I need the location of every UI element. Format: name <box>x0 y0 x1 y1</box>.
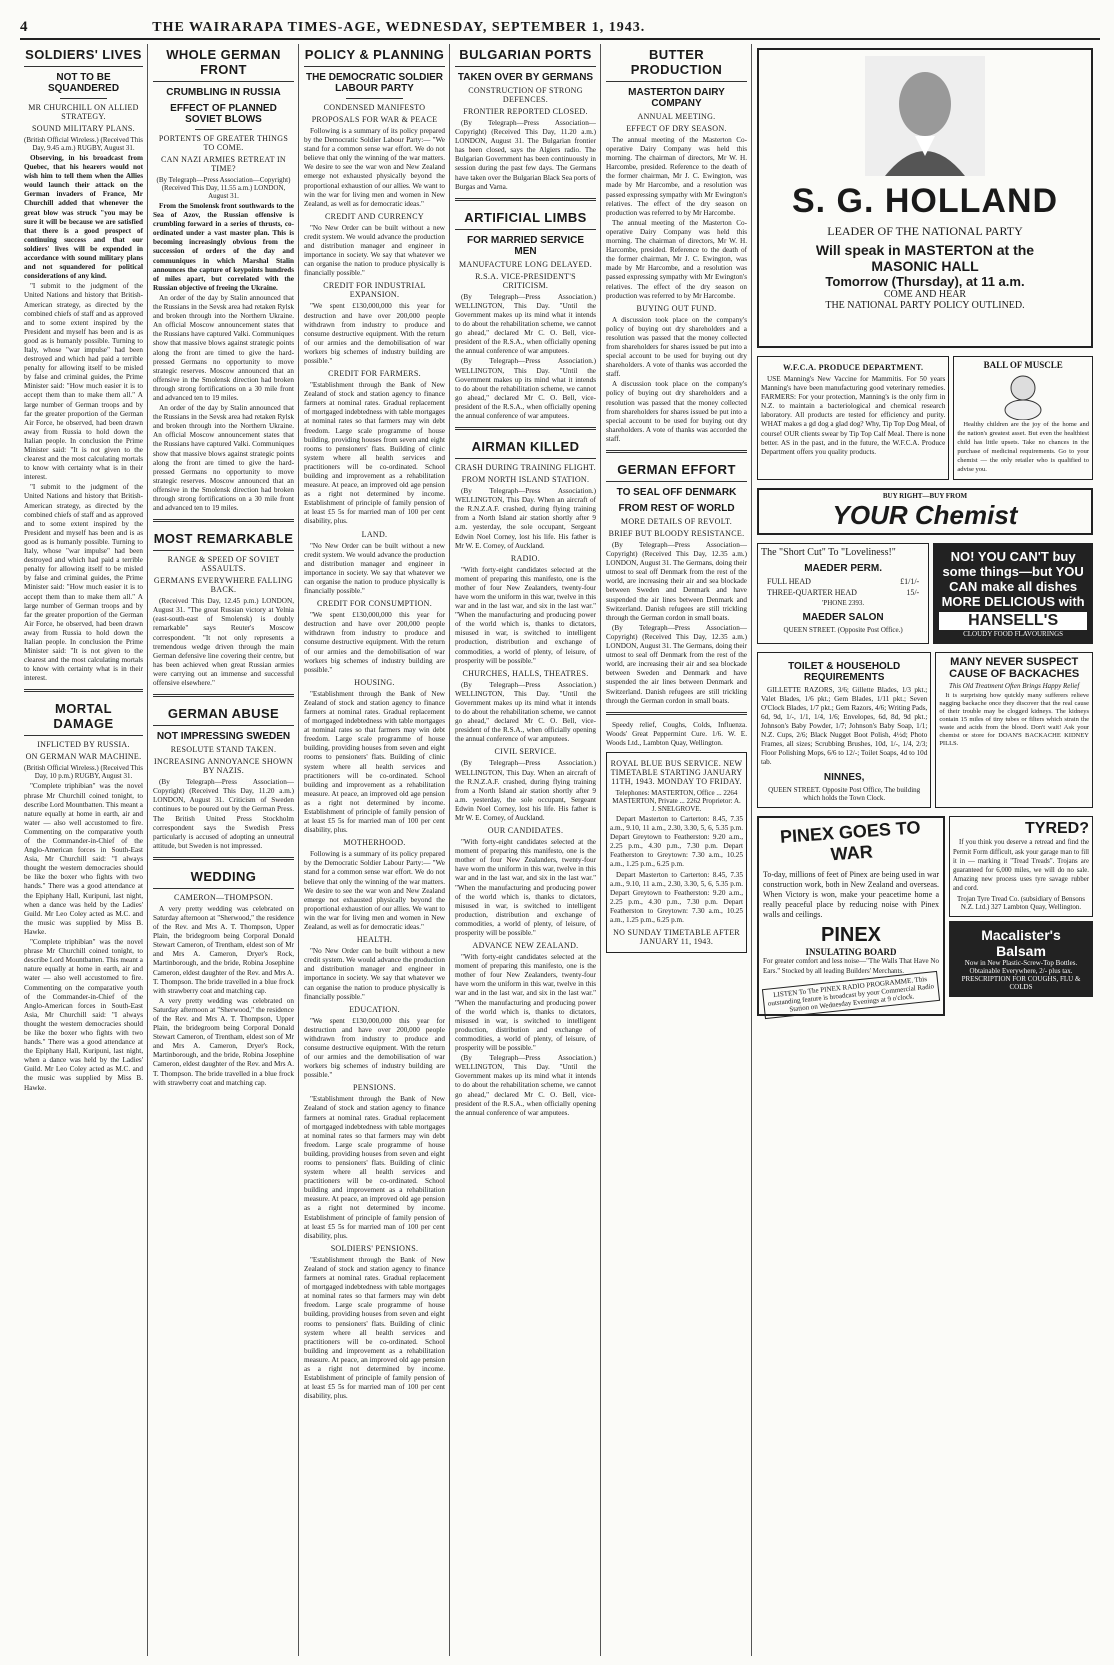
bus-times: Depart Masterton to Carterton: 8.45, 7.35 a.m., 9.10, 11 a.m., 2.30, 3.30, 5, 6, 5.35 p.m. Depart Greytown to Featherston: 9.20 a.m., 2.25 p.m., 4.30 p.m., 7.30 p.m. Depart Featherston to Greytown: 7.30 a.m., 10.25 a.m., 1.25 p.m., 6.25 p.m. <box>610 870 743 924</box>
divider <box>606 712 747 715</box>
bus-timetable-ad <box>606 752 747 953</box>
chemist-logo-ad <box>757 488 1093 535</box>
holland-ad <box>757 48 1093 348</box>
subhead: TO SEAL OFF DENMARK <box>616 487 737 498</box>
maeder-full-price: £1/1/- <box>900 576 920 586</box>
maeder-full: FULL HEAD <box>767 576 811 586</box>
headline-german-effort: GERMAN EFFORT <box>606 459 747 482</box>
headline-policy-planning: POLICY & PLANNING <box>304 44 445 67</box>
deck: CAN NAZI ARMIES RETREAT IN TIME? <box>161 155 286 173</box>
maeder-addr: QUEEN STREET. (Opposite Post Office.) <box>783 625 903 634</box>
article-body: "With forty-eight candidates selected at the moment of preparing this manifesto, one is the mother of four New Zealanders, twenty-four have worn the uniform in this war, twelve in this war and in the last war, and six in the last war." "When the manufacturing and producing power of the world which is, thanks to dictators, misused in war, is switched to intelligent production, distribution and exchange of commodities, a world of plenty, of leisure, of prosperity will be possible." <box>455 953 596 1053</box>
deck: GERMANS EVERYWHERE FALLING BACK. <box>153 576 294 595</box>
tyre-balsam-col <box>949 812 1093 1019</box>
tyred-body: If you think you deserve a retread and find the Permit Form difficult, ask your garage man to fill it in — marking it "Tread Treads". Trojans are guaranteed for 6,000 miles, we will do no sale. Amazing new process uses tyre savage rubber and cord. <box>953 839 1089 892</box>
deck: RANGE & SPEED OF SOVIET ASSAULTS. <box>167 555 280 574</box>
bus-footer: NO SUNDAY TIMETABLE AFTER JANUARY 11, 1943. <box>613 928 740 947</box>
hansells-brand: HANSELL'S <box>939 612 1087 630</box>
subhead: NOT TO BE SQUANDERED <box>47 72 120 94</box>
section-heading: HEALTH. <box>356 935 393 945</box>
holland-policy: THE NATIONAL PARTY POLICY OUTLINED. <box>825 300 1025 311</box>
article-body: "We spent £130,000,000 this year for destruction and have over 200,000 people withdrawn from industry to produce and consume destructive equipment. With the return of our armies and the demobilisation of war workers big schemes of industry building are possible." <box>304 1016 445 1080</box>
ninnes-addr: QUEEN STREET. Opposite Post Office, The building which holds the Town Clock. <box>768 786 921 803</box>
article-body: Following is a summary of its policy prepared by the Democratic Soldier Labour Party:— "We stand for a common sense war effort. We do not believe that only the winning of the war matters. We desire to see the war won and New Zealand emerge not exhausted physically beyond the proportional exhaustion of our allies. We want to win the war for living men and women in New Zealand, as well as for democratic ideas." <box>304 127 445 208</box>
article-body: "We spent £130,000,000 this year for destruction and have over 200,000 people withdrawn from industry to produce and consume destructive equipment. With the return of our armies and the demobilisation of war workers big schemes of industry building are possible." <box>304 302 445 365</box>
dateline: (British Official Wireless.) (Received This Day, 10 p.m.) RUGBY, August 31. <box>24 764 143 781</box>
section-heading: SOLDIERS' PENSIONS. <box>330 1243 419 1253</box>
subhead: NOT IMPRESSING SWEDEN <box>156 731 291 743</box>
divider <box>455 427 596 430</box>
divider <box>60 98 108 99</box>
holland-subtitle: LEADER OF THE NATIONAL PARTY <box>827 224 1023 238</box>
dateline: (British Official Wireless.) (Received This Day, 9.45 a.m.) RUGBY, August 31. <box>24 136 143 152</box>
bus-times: Depart Masterton to Carterton: 8.45, 7.35 a.m., 9.10, 11 a.m., 2.30, 3.30, 5, 6, 5.35 p.m. Depart Greytown to Featherston: 9.20 a.m., 2.25 p.m., 4.30 p.m., 7.30 p.m. Depart Featherston to Greytown: 7.30 a.m., 10.25 a.m., 1.25 p.m., 6.25 p.m. <box>610 814 743 869</box>
section-heading: CREDIT AND CURRENCY <box>325 211 424 221</box>
section-heading: CIVIL SERVICE. <box>494 747 557 757</box>
article-body: Following is a summary of its policy prepared by the Democratic Soldier Labour Party:— "We stand for a common sense war effort. We do not believe that only the winning of the war matters. We desire to see the war won and New Zealand emerge not exhausted physically beyond the proportional exhaustion of our allies. We want to win the war for living men and women in New Zealand, as well as for democratic ideas." <box>304 850 445 932</box>
masthead <box>20 18 1100 40</box>
section-heading: HOUSING. <box>354 677 395 687</box>
article-lead: From the Smolensk front southwards to the Sea of Azov, the Russian offensive is crumbling forward in a series of thrusts, co-ordinated under a vast master plan. This is becoming increasingly obvious from the succession of orders of the day and communiques in which Marshal Stalin announces the capture of keypoints hundreds of miles apart, but correlated with the Russian objective of freeing the Ukraine. <box>153 202 294 292</box>
chemist-logo: YOUR Chemist <box>832 499 1018 530</box>
baby-icon <box>993 370 1053 420</box>
pinex-ad <box>757 816 945 1015</box>
divider <box>455 198 596 201</box>
article-body: "Establishment through the Bank of New Zealand of stock and station agency to finance farmers at nominal rates. Gradual replacement of mortgaged indebtedness with table mortgages at nominal rates so that farmers may win debt freedom. Large scale programme of house building, providing houses from seven and eight rooms to pensioners' flats. Building of clinic system where all health services and practitioners will be co-ordinated. School building and improvement as a rehabilitation measure. At peace, an improved old age pension as a right not determined by income. Establishment of principle of family pension of at least £5 5s for married man of 100 per cent disability, plus. <box>304 1255 445 1401</box>
subhead: THE DEMOCRATIC SOLDIER LABOUR PARTY <box>305 72 444 94</box>
headline-airman-killed: AIRMAN KILLED <box>455 436 596 459</box>
article-body: (By Telegraph—Press Association—Copyright) (Received This Day, 11.20 a.m.) LONDON, August 31. Criticism of Sweden continues to be poured out by the German Press. The British United Press Stockholm correspondent says the Swedish Press particularly is accused of adopting an unneutral attitude, but Sweden is not impressed. <box>153 778 294 850</box>
ninnes-name: NINNES, <box>823 772 865 784</box>
article-body: (By Telegraph—Press Association—Copyright) (Received This Day, 12.35 a.m.) LONDON, August 31. The Germans, doing their utmost to seal off Denmark from the rest of the world, are increasing their air and sea blockade between Sweden and Denmark and have suspended the air lines between Denmark and Switzerland. Danish refugees are still trickling through the German cordon in small boats. <box>606 623 747 705</box>
maeder-full-row <box>767 577 919 586</box>
pinex-body: To-day, millions of feet of Pinex are being used in war construction work, both in New Zealand and overseas. When Victory is won, make your peacetime home a really peaceful place by reducing noise with Pinex walls and ceilings. <box>763 870 939 920</box>
maeder-row <box>757 539 1093 648</box>
article-body: (By Telegraph—Press Association.) WELLINGTON, This Day. "Until the Government makes up its mind what it intends to do about the rehabilitation scheme, we cannot go ahead," declared Mr C. O. Bell, vice-president of the R.S.A., when officially opening the annual conference of war amputees. <box>455 680 596 744</box>
article-body: (By Telegraph—Press Association.) WELLINGTON, This Day. "Until the Government makes up its mind what it intends to do about the rehabilitation scheme, we cannot go ahead," declared Mr C. O. Bell, vice-president of the R.S.A., when officially opening the annual conference of war amputees. <box>455 1054 596 1117</box>
holland-will-speak: Will speak in MASTERTON at the <box>815 242 1035 258</box>
deck: FROM NORTH ISLAND STATION. <box>461 475 590 485</box>
article-body: "Establishment through the Bank of New Zealand of stock and station agency to finance farmers at nominal rates. Gradual replacement of mortgaged indebtedness with table mortgages at nominal rates so that farmers may win debt freedom. Large scale programme of house building, providing houses from seven and eight rooms to pensioners' flats. Building of clinic system where all health services and practitioners will be co-ordinated. School building and improvement as a rehabilitation measure. At peace, an improved old age pension as a right not determined by income. Establishment of principle of family pension of at least £5 5s for married man of 100 per cent disability, plus. <box>304 689 445 835</box>
holland-come: COME AND HEAR <box>883 289 967 300</box>
headline-mortal-damage: MORTAL DAMAGE <box>24 698 143 736</box>
article-body: An order of the day by Stalin announced that the Russians in the Sevsk area had retaken Rylsk and broken through into the Northern Ukraine. An official Moscow announcement states that the Russians have captured Valki. Communiques show that massive blows against strategic points along the front are timed to give the hard-pressed Germans no opportunity to move strategic reserves. Moscow announced that an offensive in the Smolensk direction had broken through strong fortifications on a 30 mile front and advanced ten to 19 miles. <box>153 293 294 402</box>
deck: CONSTRUCTION OF STRONG DEFENCES. <box>468 86 583 104</box>
article-body: (By Telegraph—Press Association.) WELLINGTON, This Day. When an aircraft of the R.N.Z.A.F. crashed, during flying training from a North Island air station shortly after 9 a.m. yesterday, the sole occupant, Sergeant Edwin Noel Corney, lost his life. His father is Mr W. E. Corney, of Auckland. <box>455 759 596 822</box>
divider <box>153 857 294 860</box>
cough-cure-notice: Speedy relief, Coughs, Colds, Influenza. Woods' Great Peppermint Cure. 1/6. W. E. Woods Ltd., Lambton Quay, Wellington. <box>606 720 747 747</box>
section-heading: RADIO. <box>510 553 541 563</box>
column-5 <box>602 44 752 1656</box>
column-4 <box>451 44 601 1656</box>
article-body: "We spent £130,000,000 this year for destruction and have over 200,000 people withdrawn from industry to produce and consume destructive equipment. With the return of our armies and the demobilisation of war workers big schemes of industry building are possible." <box>304 611 445 674</box>
article-body: A very pretty wedding was celebrated on Saturday afternoon at "Sherwood," the residence of the Rev. and Mrs A. T. Thompson, Upper Plain, the bridegroom being Corporal Donald Stewart Cameron, of Trentham, eldest son of Mr and Mrs A. Cameron, Dryer's Rock, Martinborough, and the bride, Robina Josephine Cameron, eldest daughter of the Rev. and Mrs A. T. Thompson. The bride travelled in a blue frock with strawberry coat and matching cap. <box>153 996 294 1087</box>
deck: MANUFACTURE LONG DELAYED. <box>458 259 593 269</box>
article-body: (By Telegraph—Press Association.) WELLINGTON, This Day. "Until the Government makes up its mind what it intends to do about the rehabilitation scheme, we cannot go ahead," declared Mr C. O. Bell, vice-president of the R.S.A., when officially opening the annual conference of war amputees. <box>455 357 596 420</box>
newspaper-title: THE WAIRARAPA TIMES-AGE, WEDNESDAY, SEPTEMBER 1, 1943. <box>152 20 646 35</box>
balsam-ad <box>949 921 1093 997</box>
deck: MORE DETAILS OF REVOLT. <box>620 517 733 526</box>
article-body: "With forty-eight candidates selected at the moment of preparing this manifesto, one is the mother of four New Zealanders, twenty-four have worn the uniform in this war, twelve in this war and in the last war, and six in the last war." "When the manufacturing and producing power of the world which is, thanks to dictators, misused in war, is switched to intelligent production, distribution and exchange of commodities, a world of plenty, of leisure, of prosperity will be possible." <box>455 838 596 937</box>
maeder-perm: MAEDER PERM. <box>804 562 882 574</box>
chemist-ad <box>953 356 1093 480</box>
article-body: The annual meeting of the Masterton Co-operative Dairy Company was held this morning. The chairman of directors, Mr W. H. Harcombe, presided. Reference to the death of the former chairman, Mr J. C. Ewington, was made by Mr Harcombe, and a resolution was passed expressing sympathy with Mr Ewington's relatives. The effect of the dry season on production was referred to by Mr Harcombe. <box>606 136 747 217</box>
headline-artificial-limbs: ARTIFICIAL LIMBS <box>455 207 596 230</box>
divider <box>606 450 747 453</box>
article-body: (Received This Day, 12.45 p.m.) LONDON, August 31. "The great Russian victory at Yelnia (east-south-east of Smolensk) is doubly remarkable" says Reuter's Moscow correspondent. "It not only represents a tremendous wedge driven through the main German defensive line covering their centre, but has been achieved when great Russian armies were carrying out an immense and successful offensive elsewhere." <box>153 597 294 688</box>
deck: BRIEF BUT BLOODY RESISTANCE. <box>608 529 745 538</box>
tyred-ad <box>949 816 1093 917</box>
hansells-sub: CLOUDY FOOD FLAVOURINGS <box>963 629 1064 638</box>
pinex-row <box>757 812 1093 1019</box>
divider <box>346 98 402 99</box>
headline-butter-production: BUTTER PRODUCTION <box>606 44 747 82</box>
article-body: (By Telegraph—Press Association—Copyright) (Received This Day, 11.20 a.m.) LONDON, August 31. The Bulgarian frontier has been closed, says the Algiers radio. The Bulgarian Government has been continuously in session during the past few days. The Germans have taken over the Bulgarian Black Sea ports of Burgas and Varna. <box>455 119 596 191</box>
page-number: 4 <box>20 19 28 35</box>
backache-body: It is surprising how quickly many sufferers relieve nagging backache once they discover that the real cause of their trouble may be clogged kidneys. The kidneys contain 15 miles of tiny tubes or filters which strain the waste and acids from the blood. Don't wait! Ask your chemist or store for DOAN'S BACKACHE KIDNEY PILLS. <box>939 691 1089 747</box>
article-body: "Complete triphibian" was the novel phrase Mr Churchill coined tonight, to describe Lord Mountbatten. This meant a nature equally at home in earth, air and water — also well accustomed to fire. Commenting on the comparative youth of the Commander-in-Chief of the Anglo-American forces in South-East Asia, Mr Churchill said: "I always thought the western democracies should be like the boxer who fights with two hands." There was a good attendance at the Epiphany Hall, Kuripuni, last night, when a dance was held by the Ladies' Guild. Mr Leo Coley acted as M.C. and the music was supplied by Miss B. Hawke. <box>24 938 143 1092</box>
hansells-ad <box>933 543 1093 644</box>
section-heading: BUYING OUT FUND. <box>636 303 717 313</box>
deck: EFFECT OF DRY SEASON. <box>626 124 727 133</box>
bus-title: ROYAL BLUE BUS SERVICE. NEW TIMETABLE STARTING JANUARY 11TH, 1943. MONDAY TO FRIDAY. <box>610 758 743 786</box>
article-body: "No New Order can be built without a new credit system. We would advance the production and distribution manager and engineer in importance in society. We say that whatever we can organise the nation to produce physically is financially possible." <box>304 541 445 596</box>
maeder-ad <box>757 543 929 644</box>
balsam-title: Macalister's Balsam <box>981 926 1061 959</box>
tyred-foot: Trojan Tyre Tread Co. (subsidiary of Bensons N.Z. Ltd.) 327 Lambton Quay, Wellington. <box>956 894 1086 911</box>
column-3 <box>300 44 450 1656</box>
toilet-body: GILLETTE RAZORS, 3/6; Gillette Blades, 1/3 pkt.; Valet Blades, 1/6 pkt.; Gem Blades, 1/11 pkt.; Seven O'Clock Blades, 1/7 pkt.; Gem Razors, 4/6; Writing Pads, 6d, 9d, 1/-, 1/1, 1/4, 1/6; Envelopes, 6d, 8d, 9d pkt.; Johnson's Baby Powder, 1/7; Johnson's Baby Soap, 1/1; N.Z. Cups, 2/6; Black Nugget Boot Polish, 4½d; Photo Frames, all sizes; Scrubbing Brushes, 10d, 1/-, 1/4, 2/3; Floor Polishing Mops, 6/6 to 12/-; Toilet Soaps, 4d to 10d tab. <box>761 685 928 767</box>
deck: CONDENSED MANIFESTO <box>323 103 426 112</box>
deck: INCREASING ANNOYANCE SHOWN BY NAZIS. <box>154 757 293 776</box>
article-body: "Complete triphibian" was the novel phrase Mr Churchill coined tonight, to describe Lord Mountbatten. This meant a nature equally at home in earth, air and water — also well accustomed to fire. Commenting on the comparative youth of the Commander-in-Chief of the Anglo-American forces in South-East Asia, Mr Churchill said: "I always thought the western democracies should be like the boxer who fights with two hands." There was a good attendance at the Epiphany Hall, Kuripuni, last night, when a dance was held by the Ladies' Guild. Mr Leo Coley acted as M.C. and the music was supplied by Miss B. Hawke. <box>24 782 143 936</box>
pinex-listen: LISTEN To The PINEX RADIO PROGRAMME. This outstanding feature is broadcast by your Commercial Radio Station on Wednesday Evenings at 9 o'clock. <box>762 970 940 1018</box>
article-body: A discussion took place on the company's policy of buying out dry shareholders and a resolution was passed that the money collected from shareholders for shares issued be put into a special account to be used for buying out dry shareholders. A vote of thanks was accorded the staff. <box>606 315 747 379</box>
deck: SOUND MILITARY PLANS. <box>32 124 135 133</box>
article-body: An order of the day by Stalin announced that the Russians in the Sevsk area had retaken Rylsk and broken through into the Northern Ukraine. An official Moscow announcement states that the Russians have captured Valki. Communiques show that massive blows against strategic points along the front are timed to give the hard-pressed Germans no opportunity to move strategic reserves. Moscow announced that an offensive in the Smolensk direction had broken through strong fortifications on a 30 mile front and advanced ten to 19 miles. <box>153 404 294 513</box>
pinex-brand: PINEX <box>820 924 882 947</box>
maeder-short-cut: The "Short Cut" To "Loveliness!" <box>761 546 896 558</box>
backache-sub: This Old Treatment Often Brings Happy Relief <box>948 681 1080 690</box>
holland-name: S. G. HOLLAND <box>791 182 1059 220</box>
toilet-ad <box>757 652 931 809</box>
deck: CRASH DURING TRAINING FLIGHT. <box>455 463 596 473</box>
subhead: MASTERTON DAIRY COMPANY <box>628 87 725 109</box>
deck: RESOLUTE STAND TAKEN. <box>170 745 277 755</box>
section-heading: CHURCHES, HALLS, THEATRES. <box>462 668 589 678</box>
subhead: FOR MARRIED SERVICE MEN <box>466 234 585 257</box>
tyred-title: TYRED? <box>1025 820 1089 838</box>
article-body: "I submit to the judgment of the United Nations and history that British-American strategy, as directed by the combined chiefs of staff and as approved and to some extent inspired by the President and myself has been and is as good as is humanly possible. Turning to Italy, whose "war impulse" had been destroyed and which had paid a terrible penalty for allowing itself to be misled by false and criminal guides, the Prime Minister said: "How much easier it is to accept them than to make them all." A large number of German troops and by far the greater proportion of the German Air Force, he observed, had been drawn away from Russia to hold down the Italian people. In conclusion the Prime Minister said: "It is not given to the clearest and the most calculating mortals to know with certainty what is in their interest. <box>24 483 143 683</box>
deck: PORTENTS OF GREATER THINGS TO COME. <box>158 134 289 152</box>
bus-phones: Telephones: MASTERTON, Office ... 2264 MASTERTON, Private ... 2262 Proprietor: A. J. SNELGROVE. <box>612 788 741 813</box>
ball-of-muscle: BALL OF MUSCLE <box>983 360 1063 370</box>
column-2 <box>149 44 299 1656</box>
pinex-foot: For greater comfort and less noise—"The Walls That Have No Ears." Stocked by all leading Builders' Merchants. <box>763 957 939 975</box>
headline-whole-german-front: WHOLE GERMAN FRONT <box>153 44 294 82</box>
article-body: "Establishment through the Bank of New Zealand of stock and station agency to finance farmers at nominal rates. Gradual replacement of mortgaged indebtedness with table mortgages at nominal rates so that farmers may win debt freedom. Large scale programme of house building, providing houses from seven and eight rooms to pensioners' flats. Building of clinic system where all health services and practitioners will be co-ordinated. School building and improvement as a rehabilitation measure. At peace, an improved old age pension as a right not determined by income. Establishment of principle of family pension of at least £5 5s for married man of 100 per cent disability, plus. <box>304 1095 445 1240</box>
article-body: A discussion took place on the company's policy of buying out dry shareholders and a resolution was passed that the money collected from shareholders for shares issued be put into a special account to be used for buying out dry shareholders. A vote of thanks was accorded the staff. <box>606 380 747 443</box>
article-body: "I submit to the judgment of the United Nations and history that British-American strategy, as directed by the combined chiefs of staff and as approved and to some extent inspired by the President and myself has been and is as good as is humanly possible. Turning to Italy, whose "war impulse" had been destroyed and which had paid a terrible penalty for allowing itself to be misled by false and criminal guides, the Prime Minister said: "How much easier it is to accept them than to make them all." A large number of German troops and by far the greater proportion of the German Air Force, he observed, had been drawn away from Russia to hold down the Italian people. In conclusion the Prime Minister said: "It is not given to the clearest and the most calculating mortals to know with certainty what is in their interest. <box>24 282 143 482</box>
headline-german-abuse: GERMAN ABUSE <box>153 703 294 726</box>
deck: CAMERON—THOMPSON. <box>173 892 274 902</box>
chemist-buy: BUY RIGHT—BUY FROM <box>882 491 968 500</box>
section-heading: EDUCATION. <box>349 1004 400 1014</box>
holland-time: Tomorrow (Thursday), at 11 a.m. <box>825 274 1025 289</box>
wfca-ad <box>757 356 949 480</box>
headline-soldiers-lives: SOLDIERS' LIVES <box>24 44 143 67</box>
article-body: (By Telegraph—Press Association.) WELLINGTON, This Day. "Until the Government makes up its mind what it intends to do about the rehabilitation scheme, we cannot go ahead," declared Mr C. O. Bell, vice-president of the R.S.A., when officially opening the annual conference of war amputees. <box>455 292 596 356</box>
article-body: "With forty-eight candidates selected at the moment of preparing this manifesto, one is the mother of four New Zealanders, twenty-four have worn the uniform in this war, twelve in this war and in the last war, and six in the last war." "When the manufacturing and producing power of the world which is, thanks to dictators, misused in war, is switched to intelligent production, distribution and exchange of commodities, a world of plenty, of leisure, of prosperity will be possible." <box>455 565 596 665</box>
section-heading: LAND. <box>361 529 388 539</box>
article-body: (By Telegraph—Press Association—Copyright) (Received This Day, 12.35 a.m.) LONDON, August 31. The Germans, doing their utmost to seal off Denmark from the rest of the world, are increasing their air and sea blockade between Sweden and Denmark and have suspended the air lines between Denmark and Switzerland. Danish refugees are still trickling through the German cordon in small boats. <box>606 541 747 622</box>
hansells-text: NO! YOU CAN'T buy some things—but YOU CAN make all dishes MORE DELICIOUS with <box>941 548 1085 609</box>
toilet-title: TOILET & HOUSEHOLD REQUIREMENTS <box>788 660 901 683</box>
subhead: FROM REST OF WORLD <box>618 503 735 514</box>
divider <box>153 694 294 697</box>
wfca-title: W.F.C.A. PRODUCE DEPARTMENT. <box>782 363 924 372</box>
divider <box>24 689 143 692</box>
article-body: A very pretty wedding was celebrated on Saturday afternoon at "Sherwood," the residence of the Rev. and Mrs A. T. Thompson, Upper Plain, the bridegroom being Corporal Donald Stewart Cameron, of Trentham, eldest son of Mr and Mrs A. Cameron, Dryer's Rock, Martinborough, and the bride, Robina Josephine Cameron, eldest daughter of the Rev. and Mrs A. T. Thompson. The bride travelled in a blue frock with strawberry coat and matching cap. <box>153 904 294 995</box>
deck: INFLICTED BY RUSSIA. <box>37 740 130 750</box>
portrait-photo-icon <box>865 56 985 176</box>
deck: ANNUAL MEETING. <box>637 112 716 121</box>
wfca-body: USE Manning's New Vaccine for Mammitis. For 50 years Manning's have been manufacturing good veterinary remedies. FARMERS: For your protection, Manning's is the only firm in N.Z. to maintain a bacteriological and chemical research laboratory. All products are tested for efficiency and purity. WHAT makes a gd dog a glad dog? Why, Tip Top Dog Meal, of course! OUR clients swear by Tip Top Calf Meal. There is none better. AS in the past, and in the future, the W.F.C.A. Produce Department offers you quality products. <box>761 375 946 456</box>
headline-most-remarkable: MOST REMARKABLE <box>153 528 294 551</box>
pinex-title: PINEX GOES TO WAR <box>779 817 922 865</box>
portrait <box>765 56 1085 176</box>
headline-wedding: WEDDING <box>153 866 294 889</box>
subhead: CRUMBLING IN RUSSIA <box>166 87 281 98</box>
section-heading: CREDIT FOR INDUSTRIAL EXPANSION. <box>323 281 426 300</box>
article-body: "No New Order can be built without a new credit system. We would advance the production and distribution manager and engineer in importance in society. We say that whatever we can organise the nation to produce physically is financially possible." <box>304 223 445 278</box>
maeder-three-price: 15/- <box>906 587 920 597</box>
maeder-three: THREE-QUARTER HEAD <box>767 587 857 597</box>
section-heading: OUR CANDIDATES. <box>487 826 564 836</box>
section-heading: CREDIT FOR FARMERS. <box>328 369 421 379</box>
wfca-row <box>757 352 1093 484</box>
deck: FRONTIER REPORTED CLOSED. <box>463 107 588 116</box>
deck: MR CHURCHILL ON ALLIED STRATEGY. <box>28 103 139 121</box>
maeder-three-row <box>767 588 919 597</box>
backache-title: MANY NEVER SUSPECT CAUSE OF BACKACHES <box>949 655 1080 680</box>
holland-venue: MASONIC HALL <box>871 258 979 274</box>
divider <box>153 519 294 522</box>
headline-bulgarian-ports: BULGARIAN PORTS <box>455 44 596 67</box>
section-heading: PENSIONS. <box>353 1083 396 1093</box>
chemist-text: Healthy children are the joy of the home and the nation's greatest asset. But even the healthiest child has little upsets. Take no chances in the purchase of medicinal requirements. Go to your chemist — the only retailer who is qualified to advise you. <box>957 421 1089 474</box>
deck: ON GERMAN WAR MACHINE. <box>25 752 142 762</box>
article-body: "Establishment through the Bank of New Zealand of stock and station agency to finance farmers at nominal rates. Gradual replacement of mortgaged indebtedness with table mortgages at nominal rates so that farmers may win debt freedom. Large scale programme of house building, providing houses from seven and eight rooms to pensioners' flats. Building of clinic system where all health services and practitioners will be co-ordinated. School building and improvement as a rehabilitation measure. At peace, an improved old age pension as a right not determined by income. Establishment of principle of family pension of at least £5 5s for married man of 100 per cent disability, plus. <box>304 381 445 526</box>
column-ads <box>753 44 1097 1656</box>
subhead: EFFECT OF PLANNED SOVIET BLOWS <box>170 103 277 125</box>
section-heading: MOTHERHOOD. <box>343 838 406 848</box>
backache-ad <box>935 652 1093 809</box>
dateline: (By Telegraph—Press Association—Copyright) (Received This Day, 11.55 a.m.) LONDON, August 31. <box>156 176 291 200</box>
article-body: (By Telegraph—Press Association.) WELLINGTON, This Day. When an aircraft of the R.N.Z.A.F. crashed, during flying training from a North Island air station shortly after 9 a.m. yesterday, the sole occupant, Sergeant Edwin Noel Corney, lost his life. His father is Mr W. E. Corney, of Auckland. <box>455 487 596 550</box>
article-body: "No New Order can be built without a new credit system. We would advance the production and distribution manager and engineer in importance in society. We say that whatever we can organise the nation to produce physically is financially possible." <box>304 947 445 1001</box>
article-body: The annual meeting of the Masterton Co-operative Dairy Company was held this morning. The chairman of directors, Mr W. H. Harcombe, presided. Reference to the death of the former chairman, Mr J. C. Ewington, was made by Mr Harcombe, and a resolution was passed expressing sympathy with Mr Ewington's relatives. The effect of the dry season on production was referred to by Mr Harcombe. <box>606 218 747 300</box>
column-1 <box>20 44 148 1656</box>
toilet-row <box>757 648 1093 813</box>
section-heading: ADVANCE NEW ZEALAND. <box>472 941 579 951</box>
article-lead: Observing, in his broadcast from Quebec, that his hearers would not wish him to tell them when the Allies would launch their attack on the German invaders of France, Mr Churchill added that whenever the great blow was struck "you may be sure it will be because we are satisfied that there is a good prospect of continuing success and that our soldiers' lives will be expended in accordance with sound military plans and not squandered for political considerations of any kind. <box>24 154 143 281</box>
baby-illustration <box>957 370 1089 420</box>
divider <box>195 129 251 130</box>
deck: PROPOSALS FOR WAR & PEACE <box>311 115 438 124</box>
subhead: TAKEN OVER BY GERMANS <box>457 72 594 83</box>
maeder-salon: MAEDER SALON <box>802 611 884 623</box>
pinex-sub: INSULATING BOARD <box>805 947 897 958</box>
deck: R.S.A. VICE-PRESIDENT'S CRITICISM. <box>475 271 576 290</box>
balsam-body: Now in New Plastic-Screw-Top Bottles. Obtainable Everywhere, 2/- plus tax. PRESCRIPTION FOR COUGHS, FLU & COLDS <box>961 958 1081 991</box>
maeder-phone: 'PHONE 2393. <box>822 598 865 607</box>
section-heading: CREDIT FOR CONSUMPTION. <box>317 599 432 609</box>
